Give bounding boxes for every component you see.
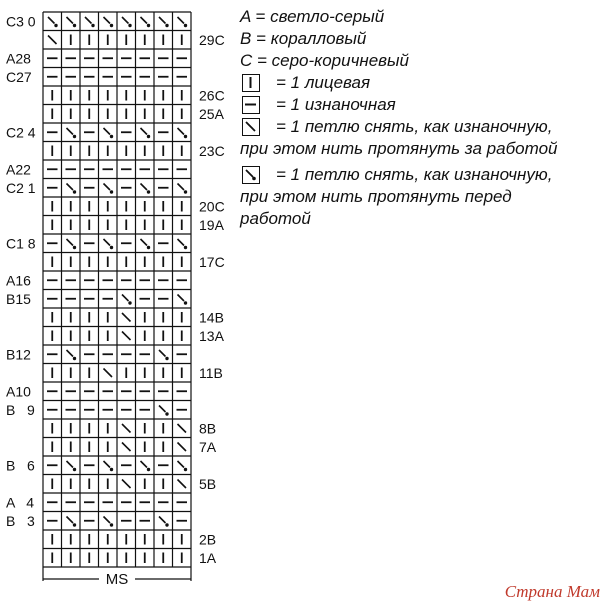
slip-front-dot: [184, 246, 187, 249]
legend: [240, 6, 600, 230]
legend-knit-text: = 1 лицевая: [276, 73, 371, 92]
slip-front-symbol: [159, 517, 166, 524]
slip-front-dot: [147, 135, 150, 138]
slip-back-symbol: [104, 369, 113, 378]
slip-front-symbol: [178, 184, 185, 191]
slip-back-symbol: [122, 332, 131, 341]
slip-front-symbol: [104, 17, 111, 24]
slip-front-dot: [147, 468, 150, 471]
knitting-chart: [0, 0, 240, 610]
slip-front-dot: [184, 190, 187, 193]
row-label-right: 7A: [199, 438, 217, 455]
row-label-left: C2 4: [6, 124, 36, 141]
row-label-right: 26C: [199, 87, 225, 104]
row-label-left: B12: [6, 346, 31, 363]
slip-front-dot: [128, 24, 131, 27]
row-label-left: A10: [6, 383, 31, 400]
slip-front-dot: [184, 468, 187, 471]
slip-front-symbol: [67, 517, 74, 524]
row-label-left: A 4: [6, 494, 35, 511]
slip-front-symbol: [141, 128, 148, 135]
slip-front-symbol: [178, 461, 185, 468]
slip-front-dot: [110, 523, 113, 526]
legend-slip-back: [240, 116, 600, 138]
slip-front-dot: [73, 468, 76, 471]
legend-slip-front: [240, 164, 600, 186]
slip-back-symbol: [178, 443, 187, 452]
slip-front-dot: [184, 24, 187, 27]
slip-front-symbol: [67, 17, 74, 24]
knit-symbol-icon: [242, 74, 260, 92]
slip-back-symbol: [122, 480, 131, 489]
row-label-left: B 9: [6, 401, 35, 418]
legend-purl: [240, 94, 600, 116]
slip-front-symbol: [159, 17, 166, 24]
legend-color-b: B = коралловый: [240, 29, 367, 48]
slip-front-dot: [184, 301, 187, 304]
legend-slip-back-text-1: = 1 петлю снять, как изнаночную,: [276, 117, 553, 136]
slip-front-dot: [73, 246, 76, 249]
slip-front-dot: [147, 246, 150, 249]
slip-front-symbol: [104, 239, 111, 246]
row-label-right: 5B: [199, 475, 217, 492]
legend-slip-front-text-1: = 1 петлю снять, как изнаночную,: [276, 165, 553, 184]
legend-color-a: A = светло-серый: [240, 7, 385, 26]
slip-front-dot: [110, 135, 113, 138]
row-label-right: 2B: [199, 531, 217, 548]
slip-front-symbol: [178, 239, 185, 246]
legend-knit: [240, 72, 600, 94]
row-label-left: C27: [6, 68, 32, 85]
slip-front-dot: [73, 523, 76, 526]
legend-slip-front-text-2: при этом нить протянуть перед: [240, 187, 512, 206]
bottom-label-ms: MS: [105, 571, 129, 588]
purl-symbol-icon: [242, 96, 260, 114]
slip-back-symbol: [178, 480, 187, 489]
row-label-right: 23C: [199, 142, 225, 159]
slip-back-symbol-icon: [242, 118, 260, 136]
row-label-left: B 6: [6, 457, 35, 474]
row-label-left: C1 8: [6, 235, 36, 252]
slip-front-symbol: [159, 350, 166, 357]
row-label-right: 29C: [199, 31, 225, 48]
slip-front-symbol: [104, 128, 111, 135]
watermark-logo: Страна Мам: [504, 582, 600, 601]
slip-front-dot: [165, 523, 168, 526]
slip-front-symbol: [67, 350, 74, 357]
slip-front-symbol: [141, 461, 148, 468]
slip-back-symbol: [122, 313, 131, 322]
row-label-right: 25A: [199, 105, 224, 122]
slip-front-dot: [165, 412, 168, 415]
legend-purl-text: = 1 изнаночная: [276, 95, 396, 114]
slip-front-symbol: [104, 184, 111, 191]
slip-back-symbol: [178, 424, 187, 433]
row-label-right: 8B: [199, 420, 217, 437]
slip-front-symbol: [67, 128, 74, 135]
row-label-left: C2 1: [6, 179, 36, 196]
slip-front-dot: [147, 24, 150, 27]
slip-front-dot: [73, 190, 76, 193]
legend-color-c: C = серо-коричневый: [240, 51, 410, 70]
slip-front-dot: [73, 135, 76, 138]
slip-front-dot: [147, 190, 150, 193]
slip-front-symbol: [122, 17, 129, 24]
slip-front-symbol: [67, 184, 74, 191]
slip-front-dot: [73, 24, 76, 27]
slip-front-dot: [110, 24, 113, 27]
slip-front-symbol: [178, 17, 185, 24]
row-label-left: A16: [6, 272, 31, 289]
slip-front-symbol: [159, 406, 166, 413]
slip-front-dot: [110, 246, 113, 249]
slip-front-symbol: [104, 517, 111, 524]
slip-front-symbol: [67, 461, 74, 468]
row-label-right: 13A: [199, 327, 224, 344]
slip-back-symbol: [122, 424, 131, 433]
row-label-right: 20C: [199, 198, 225, 215]
slip-front-symbol: [178, 128, 185, 135]
slip-front-dot: [184, 135, 187, 138]
slip-front-dot: [165, 357, 168, 360]
slip-front-dot: [128, 301, 131, 304]
slip-front-dot: [91, 24, 94, 27]
slip-front-dot: [110, 190, 113, 193]
slip-front-dot: [54, 24, 57, 27]
row-label-right: 19A: [199, 216, 224, 233]
slip-front-symbol: [178, 295, 185, 302]
slip-front-symbol: [104, 461, 111, 468]
slip-front-symbol: [48, 17, 55, 24]
slip-back-symbol: [48, 36, 57, 45]
slip-front-symbol: [141, 239, 148, 246]
row-label-right: 1A: [199, 549, 217, 566]
slip-front-symbol-icon: [242, 166, 260, 184]
row-label-left: A22: [6, 161, 31, 178]
slip-front-dot: [165, 24, 168, 27]
slip-front-symbol: [67, 239, 74, 246]
slip-back-symbol: [122, 443, 131, 452]
slip-front-dot: [73, 357, 76, 360]
row-label-right: 17C: [199, 253, 225, 270]
legend-slip-back-text-2: при этом нить протянуть за работой: [240, 139, 558, 158]
row-label-right: 14B: [199, 309, 224, 326]
slip-front-symbol: [122, 295, 129, 302]
legend-slip-front-text-3: работой: [240, 209, 311, 228]
row-label-left: B15: [6, 290, 31, 307]
row-label-left: A28: [6, 50, 31, 67]
row-label-left: C3 0: [6, 13, 36, 30]
slip-front-symbol: [141, 17, 148, 24]
slip-front-symbol: [85, 17, 92, 24]
slip-front-dot: [110, 468, 113, 471]
row-label-left: B 3: [6, 512, 35, 529]
row-label-right: 11B: [199, 364, 223, 381]
slip-front-symbol: [141, 184, 148, 191]
